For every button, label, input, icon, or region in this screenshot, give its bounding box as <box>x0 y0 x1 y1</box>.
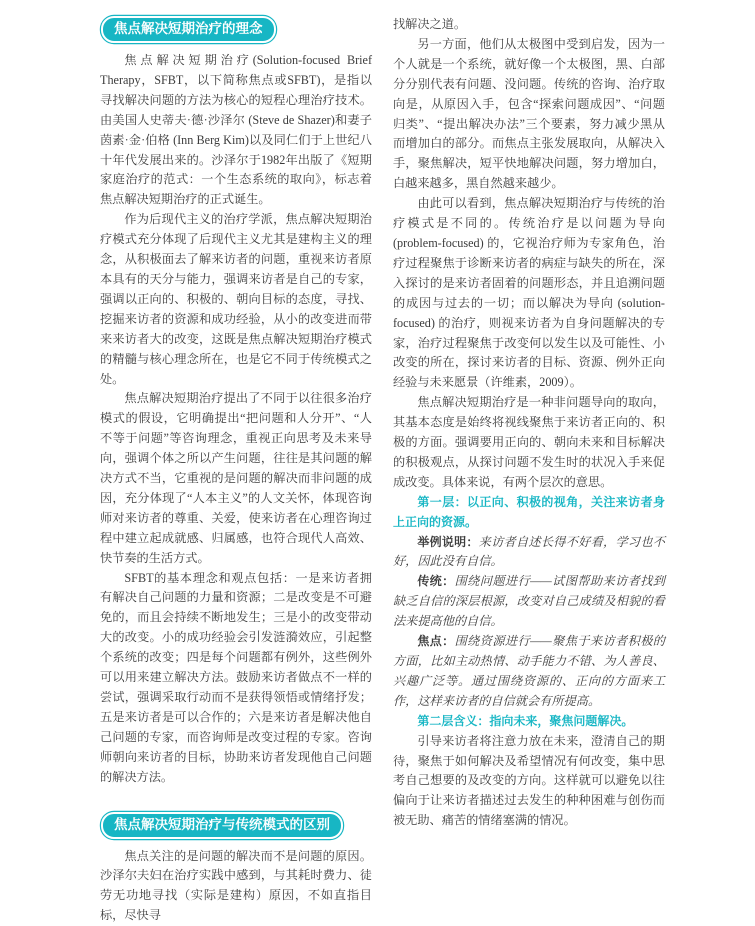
paragraph <box>393 632 665 712</box>
paragraph <box>393 35 665 194</box>
example-italic-text: 围绕资源进行——聚焦于来访者积极的方面，比如主动热情、动手能力不错、为人善良、兴趣广泛等。通过围绕资源的、正向的方面来工作，这样来访者的自信就会有所提高。 <box>393 634 665 708</box>
teal-subheading-text: 第二层含义：指向未来，聚焦问题解决。 <box>417 713 634 728</box>
paragraph-text: 焦点关注的是问题的解决而不是问题的原因。沙泽尔夫妇在治疗实践中感到，与其耗时费力、徒劳无功地寻找（实际是建构）原因，不如直指目标，尽快寻 <box>100 848 372 923</box>
paragraph-text: 作为后现代主义的治疗学派，焦点解决短期治疗模式充分体现了后现代主义尤其是建构主义的理念，从积极面去了解来访者的问题，重视来访者原本具有的天分与能力，强调来访者是自己的专家，强调以正向的、积极的、朝向目标的态度，寻找、挖掘来访者的资源和成功经验，从小的改变进而带来来访者大的改变，这既是焦点解决短期治疗模式的精髓与核心理念所在，也是它不同于传统模式之处。 <box>100 212 372 386</box>
paragraph-text: 焦点解决短期治疗提出了不同于以往很多治疗模式的假设，它明确提出“把问题和人分开”、“人不等于问题”等咨询理念，重视正向思考及未来导向，强调个体之所以产生问题，往往是其问题的解决方式不当，它重视的是问题的解决而非问题的成因，充分体现了“人本主义”的人文关怀，体现咨询师对来访者的尊重、关爱，使来访者在心理咨询过程中建立起成就感、归属感，也符合现代人高效、快节奏的生活方式。 <box>100 391 372 565</box>
paragraph <box>393 493 665 533</box>
paragraph-text: 焦点解决短期治疗是一种非问题导向的取向，其基本态度是始终将视线聚焦于来访者正向的、积极的方面。强调要用正向的、朝向未来和目标解决的积极观点，从探讨问题不发生时的状况入手来促成改变。具体来说，有两个层次的意思。 <box>393 395 665 489</box>
example-italic-text: 来访者自述长得不好看，学习也不好，因此没有自信。 <box>393 534 665 569</box>
paragraph-text: 由此可以看到，焦点解决短期治疗与传统的治疗模式是不同的。传统治疗是以问题为导向 (problem-focused) 的，它视治疗师为专家角色，治疗过程聚焦于诊断来访者的病症与缺失的所在，深入探讨的是来访者固着的问题形态，并且追溯问题的成因与过去的一切；而以解决为导向 (solution-focused) 的治疗，则视来访者为自身问题解决的专家，治疗过程聚焦于改变何以发生以及可能性、小改变的所在，探讨来访者的目标、资源、例外正向经验与未来愿景（许维素，2009）。 <box>393 196 665 390</box>
paragraph-text: 引导来访者将注意力放在未来，澄清自己的期待，聚焦于如何解决及希望情况有何改变，集中思考自己想要的及改变的方向。这样就可以避免以往偏向于让来访者描述过去发生的种种困难与创伤而被无助、痛苦的情绪塞满的情况。 <box>393 733 665 828</box>
section-heading <box>101 16 372 43</box>
paragraph <box>100 210 372 389</box>
paragraph-text: 找解决之道。 <box>393 17 467 31</box>
example-italic-text: 围绕问题进行——试图帮助来访者找到缺乏自信的深层根源，改变对自己成绩及相貌的看法来提高他的自信。 <box>393 574 665 629</box>
paragraph <box>100 847 372 926</box>
right-column <box>393 15 665 828</box>
section-heading-pill: 焦点解决短期治疗与传统模式的区别 <box>101 812 343 839</box>
paragraph <box>393 712 665 732</box>
paragraph <box>393 15 665 35</box>
paragraph <box>393 533 665 573</box>
paragraph-lead-label: 焦点： <box>417 634 455 649</box>
paragraph <box>393 194 665 393</box>
paragraph-lead-label: 举例说明： <box>417 534 479 549</box>
section-heading <box>101 812 372 839</box>
paragraph <box>100 51 372 210</box>
teal-subheading-text: 第一层：以正向、积极的视角，关注来访者身上正向的资源。 <box>393 494 665 529</box>
paragraph <box>393 393 665 493</box>
paragraph <box>393 572 665 632</box>
paragraph-text: SFBT的基本理念和观点包括：一是来访者拥有解决自己问题的力量和资源；二是改变是不可避免的，而且会持续不断地发生；三是小的改变带动大的改变。小的成功经验会引发涟漪效应，引起整个系统的改变；四是每个问题都有例外，这些例外可以用来建立解决方法。鼓励来访者做点不一样的尝试，强调采取行动而不是获得领悟或情绪抒发；五是来访者是可以合作的；六是来访者是解决他自己问题的专家，而咨询师是改变过程的专家。咨询师朝向来访者的目标，协助来访者发现他自己问题的解决方法。 <box>100 570 372 784</box>
paragraph-lead-label: 传统： <box>417 574 455 589</box>
paragraph-text: 焦点解决短期治疗(Solution-focused Brief Therapy，SFBT，以下简称焦点或SFBT)，是指以寻找解决问题的方法为核心的短程心理治疗技术。由美国人史蒂夫·德·沙泽尔 (Steve de Shazer)和妻子茵素·金·伯格 (Inn Berg Kim)以及同仁们于上世纪八十年代发展出来的。沙泽尔于1982年出版了《短期家庭治疗的范式：一个生态系统的取向》，标志着焦点解决短期治疗的正式诞生。 <box>100 53 372 207</box>
section-heading-pill: 焦点解决短期治疗的理念 <box>101 16 276 43</box>
paragraph-text: 另一方面，他们从太极图中受到启发，因为一个人就是一个系统，就好像一个太极图，黑、白部分分别代表有问题、没问题。传统的咨询、治疗取向是，从原因入手，包含“探索问题成因”、“问题归类”、“提出解决办法”三个要素，努力减少黑从而增加白的部分。而焦点主张发展取向，从解决入手，聚焦解决，短平快地解决问题，努力增加白，白越来越多，黑自然越来越少。 <box>393 36 665 191</box>
paragraph <box>100 569 372 788</box>
paragraph <box>393 732 665 832</box>
paragraph <box>100 389 372 568</box>
left-column <box>100 15 372 923</box>
